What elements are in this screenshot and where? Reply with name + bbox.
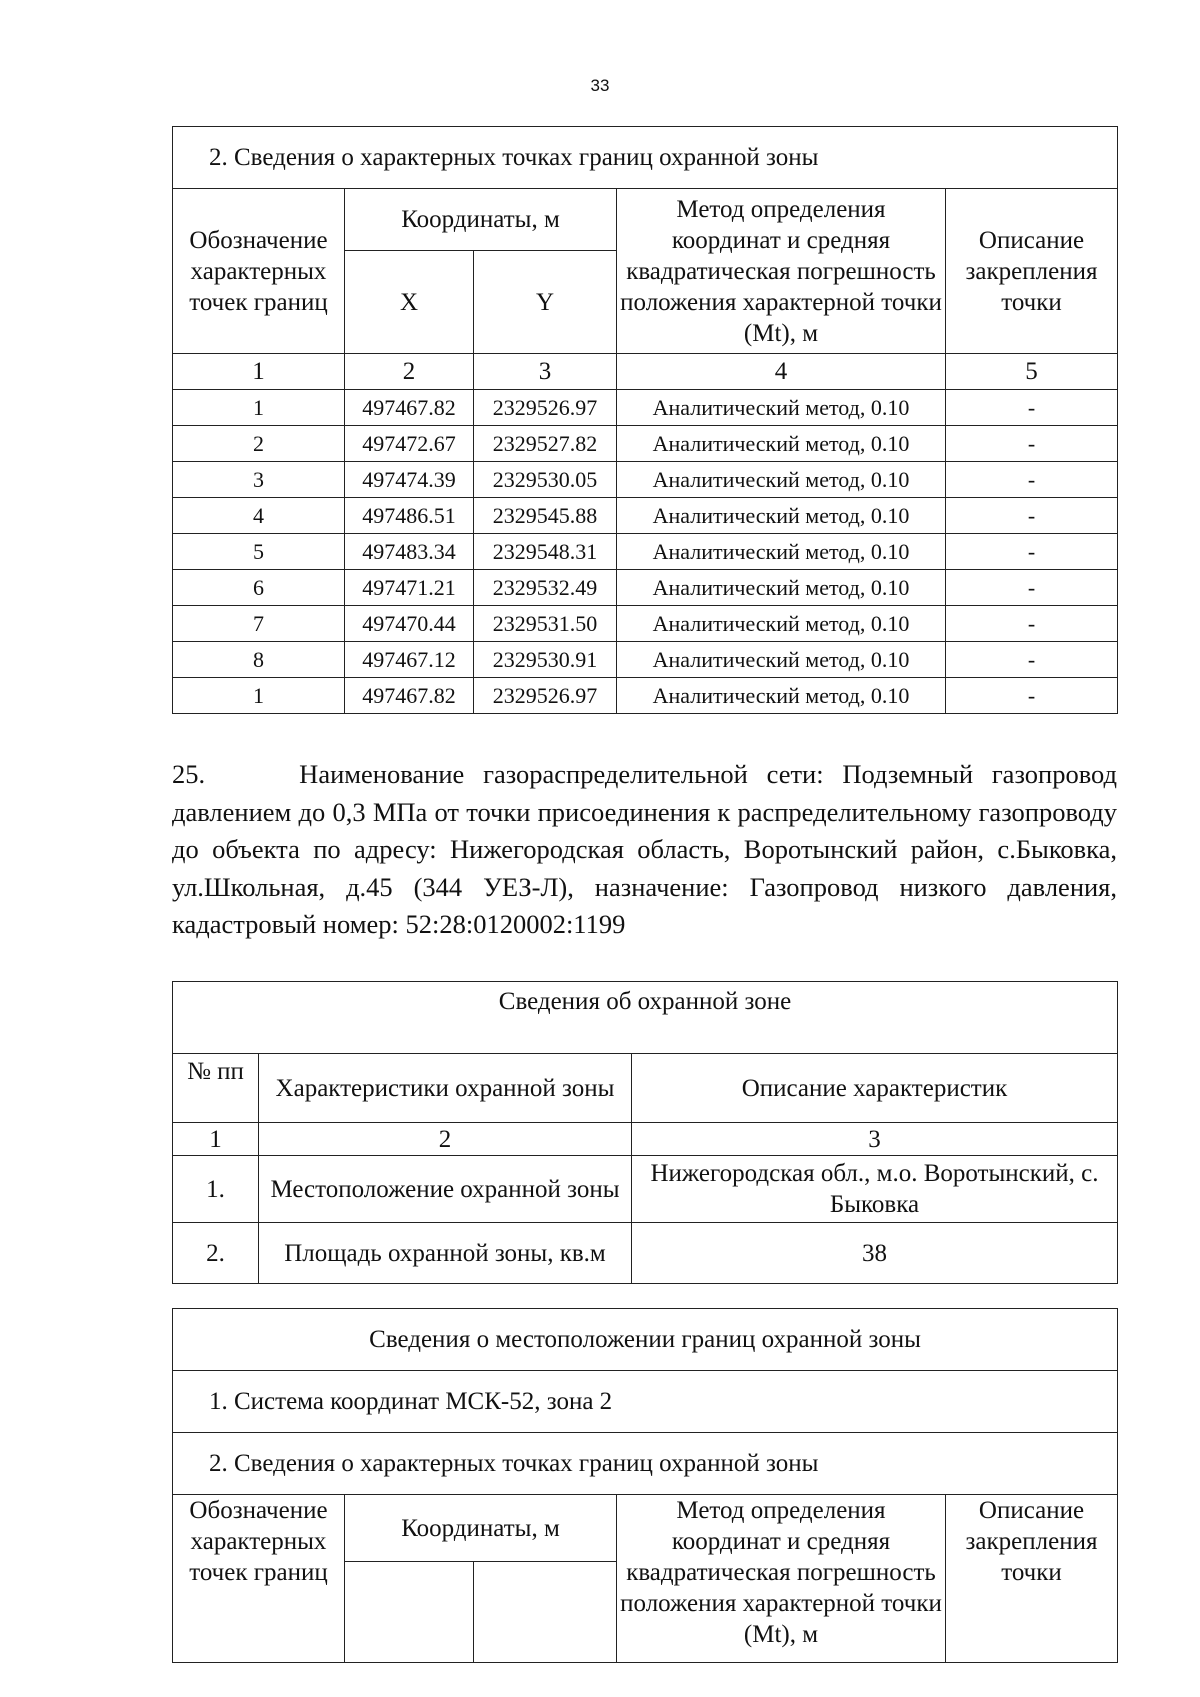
table-title: Сведения об охранной зоне [173,982,1118,1054]
header-designation: Обозначение характерных точек границ [173,1495,345,1663]
method-cell: Аналитический метод, 0.10 [617,390,946,426]
coord-y: 2329545.88 [474,498,617,534]
coord-x: 497467.82 [345,390,474,426]
boundary-location-table [172,1308,1118,1663]
coord-y: 2329531.50 [474,606,617,642]
row-characteristic: Площадь охранной зоны, кв.м [259,1223,632,1284]
coord-x: 497471.21 [345,570,474,606]
col-number: 2 [345,354,474,390]
method-cell: Аналитический метод, 0.10 [617,606,946,642]
coord-x: 497486.51 [345,498,474,534]
coord-y: 2329526.97 [474,678,617,714]
coord-y: 2329530.91 [474,642,617,678]
col-number: 1 [173,354,345,390]
header-y-empty [474,1562,617,1663]
coord-y: 2329532.49 [474,570,617,606]
description-cell: - [946,390,1118,426]
section-title: 2. Сведения о характерных точках границ охранной зоны [173,127,1118,189]
description-cell: - [946,534,1118,570]
row-characteristic: Местоположение охранной зоны [259,1156,632,1223]
method-cell: Аналитический метод, 0.10 [617,534,946,570]
point-number: 6 [173,570,345,606]
coord-x: 497483.34 [345,534,474,570]
description-cell: - [946,678,1118,714]
paragraph-text: 25. Наименование газораспределительной сети: Подземный газопровод давлением до 0,3 МПа от точки присоединения к распределительному газопроводу до объекта по адресу: Нижегородская область, Воротынский район, с.Быковка, ул.Школьная, д.45 (344 УЕЗ-Л), назначение: Газопровод низкого давления, кадастровый номер: 52:28:0120002:1199 [172,759,1117,939]
header-y: Y [474,251,617,354]
description-cell: - [946,570,1118,606]
header-x-empty [345,1562,474,1663]
col-number: 3 [632,1123,1118,1156]
coord-y: 2329530.05 [474,462,617,498]
row-num: 2. [173,1223,259,1284]
method-cell: Аналитический метод, 0.10 [617,498,946,534]
point-number: 2 [173,426,345,462]
point-number: 4 [173,498,345,534]
col-number: 3 [474,354,617,390]
method-cell: Аналитический метод, 0.10 [617,462,946,498]
header-coords: Координаты, м [345,189,617,251]
coord-system: 1. Система координат МСК-52, зона 2 [173,1371,1118,1433]
header-coords: Координаты, м [345,1495,617,1562]
col-number: 2 [259,1123,632,1156]
header-description: Описание закрепления точки [946,1495,1118,1663]
description-cell: - [946,462,1118,498]
coord-y: 2329548.31 [474,534,617,570]
col-number: 1 [173,1123,259,1156]
coord-y: 2329526.97 [474,390,617,426]
header-characteristics: Характеристики охранной зоны [259,1054,632,1123]
point-number: 1 [173,390,345,426]
point-number: 7 [173,606,345,642]
col-number: 4 [617,354,946,390]
row-description: 38 [632,1223,1118,1284]
method-cell: Аналитический метод, 0.10 [617,426,946,462]
coord-x: 497467.12 [345,642,474,678]
description-cell: - [946,606,1118,642]
method-cell: Аналитический метод, 0.10 [617,642,946,678]
point-number: 5 [173,534,345,570]
header-method: Метод определения координат и средняя квадратическая погрешность положения характерной точки (Mt), м [617,1495,946,1663]
coord-y: 2329527.82 [474,426,617,462]
coord-x: 497474.39 [345,462,474,498]
coord-x: 497470.44 [345,606,474,642]
header-num: № пп [173,1054,259,1123]
section-title: 2. Сведения о характерных точках границ охранной зоны [173,1433,1118,1495]
row-description: Нижегородская обл., м.о. Воротынский, с. Быковка [632,1156,1118,1223]
page-number: 33 [590,76,610,95]
coord-x: 497467.82 [345,678,474,714]
header-designation: Обозначение характерных точек границ [173,189,345,354]
method-cell: Аналитический метод, 0.10 [617,678,946,714]
point-number: 8 [173,642,345,678]
method-cell: Аналитический метод, 0.10 [617,570,946,606]
table-title: Сведения о местоположении границ охранной зоны [173,1309,1118,1371]
header-x: X [345,251,474,354]
coord-x: 497472.67 [345,426,474,462]
header-description: Описание закрепления точки [946,189,1118,354]
header-method: Метод определения координат и средняя квадратическая погрешность положения характерной точки (Mt), м [617,189,946,354]
description-cell: - [946,498,1118,534]
description-cell: - [946,642,1118,678]
header-description: Описание характеристик [632,1054,1118,1123]
col-number: 5 [946,354,1118,390]
row-num: 1. [173,1156,259,1223]
point-number: 1 [173,678,345,714]
description-cell: - [946,426,1118,462]
point-number: 3 [173,462,345,498]
